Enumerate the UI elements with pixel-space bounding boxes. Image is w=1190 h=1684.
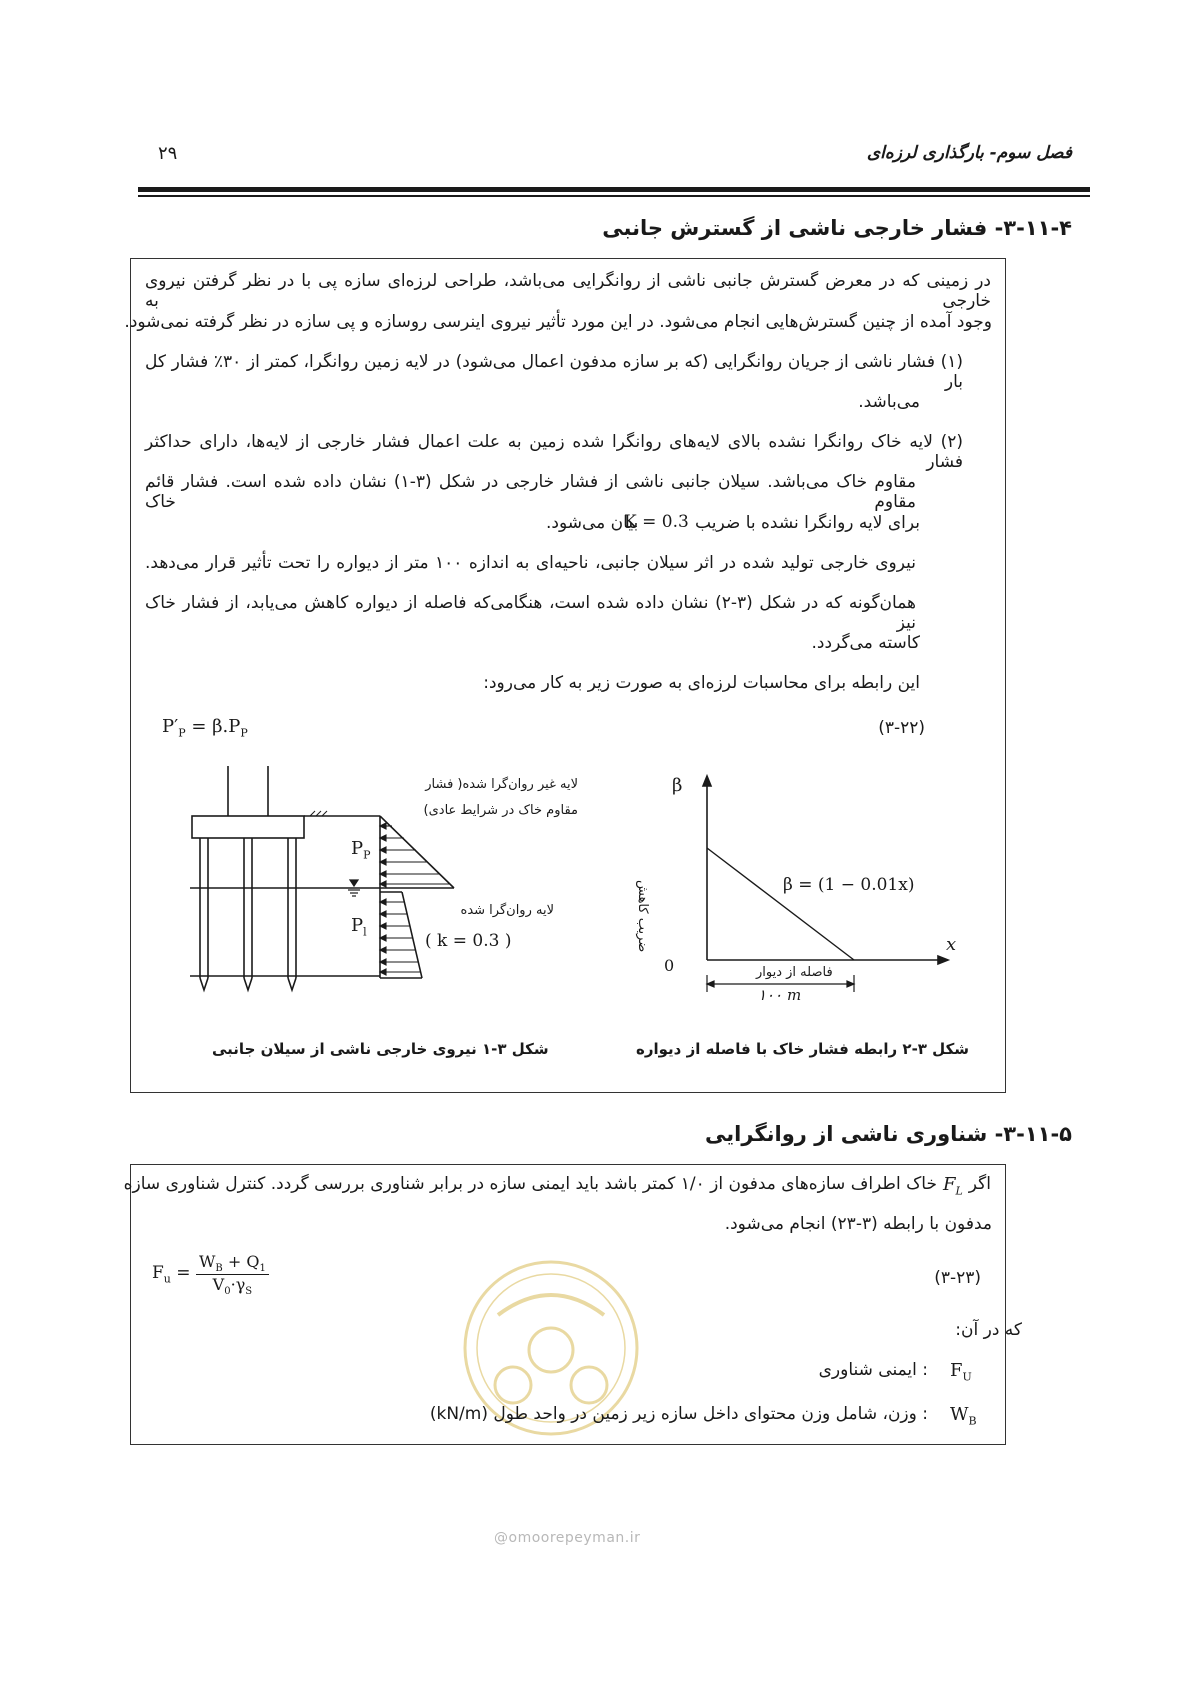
figure1-label-pp: $P_P$ <box>351 838 371 862</box>
section-heading-buoyancy: ۳-۱۱-۵- شناوری ناشی از روانگرایی <box>705 1122 1072 1146</box>
symbol-fu: $F_U$ <box>950 1360 972 1384</box>
paragraph-line: کاسته می‌گردد. <box>811 633 920 653</box>
chart-series-line <box>707 848 854 960</box>
header-rule-thin <box>138 195 1090 197</box>
chart-x-axis-label: x <box>946 934 957 955</box>
figure1-caption: شکل ۳-۱ نیروی خارجی ناشی از سیلان جانبی <box>212 1040 549 1058</box>
watermark-url: @omoorepeyman.ir <box>494 1530 641 1546</box>
x-axis-arrow <box>938 956 948 964</box>
paragraph-line: (۱) فشار ناشی از جریان روانگرایی (که بر سازه مدفون اعمال می‌شود) در لایه زمین روانگرا، کمتر از ۳۰٪ فشار کل بار <box>145 352 963 392</box>
where-label: که در آن: <box>955 1320 1022 1340</box>
chart-dimension-value: ۱۰۰ m <box>758 986 802 1004</box>
figure1-label-nonliquefied: لایه غیر روان‌گرا شده( فشار <box>425 777 578 792</box>
figure1-label-liquefied: لایه روان‌گرا شده <box>460 903 554 918</box>
paragraph-line: مقاوم خاک می‌باشد. سیلان جانبی ناشی از فشار خارجی در شکل (۳-۱) نشان داده شده است. فشار قائم مقاوم خاک <box>145 472 916 512</box>
paragraph-line: همان‌گونه که در شکل (۳-۲) نشان داده شده است، هنگامی‌که فاصله از دیواره کاهش می‌یابد، از فشار خاک نیز <box>145 593 916 633</box>
paragraph-line: برای لایه روانگرا نشده با ضریب <box>695 513 920 533</box>
k-coefficient: K = 0.3 <box>624 512 689 532</box>
chart-origin-label: 0 <box>664 956 675 975</box>
paragraph-line: (۲) لایه خاک روانگرا نشده بالای لایه‌های روانگرا شده زمین به علت اعمال فشار خارجی از لایه‌ها، دارای حداکثر فشار <box>145 432 963 472</box>
chart-dimension-label: فاصله از دیوار <box>756 965 833 980</box>
figure1-label-k: ( k = 0.3 ) <box>425 931 512 951</box>
paragraph-line: مدفون با رابطه (۳-۲۳) انجام می‌شود. <box>724 1214 992 1234</box>
running-header-title: فصل سوم- بارگذاری لرزه‌ای <box>866 143 1072 163</box>
figure1-label-normal-pressure: مقاوم خاک در شرایط عادی) <box>423 803 578 818</box>
equation-3-22: $P'_P = \beta.P_P$ <box>162 716 248 740</box>
paragraph-fragment: اگر <box>968 1174 991 1194</box>
equation-3-23: $F_u$ = $\frac{W_B + Q_1}{V_0\cdot\gamma_S}$ <box>152 1252 269 1297</box>
chart-y-axis-description: ضریب کاهش <box>635 880 650 953</box>
symbol-fl: $F_L$ <box>942 1174 963 1198</box>
definition-fu: : ایمنی شناوری <box>818 1360 928 1380</box>
symbol-wb: $W_B$ <box>950 1404 977 1428</box>
chart-line-equation: β = (1 − 0.01x) <box>783 875 915 895</box>
paragraph-line: این رابطه برای محاسبات لرزه‌ای به صورت زیر به کار می‌رود: <box>483 673 920 693</box>
paragraph-line: وجود آمده از چنین گسترش‌هایی انجام می‌شود. در این مورد تأثیر نیروی اینرسی روسازه و پی سازه در نظر گرفته نمی‌شود. <box>124 312 992 332</box>
header-rule-thick <box>138 187 1090 192</box>
paragraph-line: بیان می‌شود. <box>546 513 639 533</box>
paragraph-line <box>123 1174 991 1198</box>
paragraph-line: در زمینی که در معرض گسترش جانبی ناشی از روانگرایی می‌باشد، طراحی لرزه‌ای سازه پی با در نظر گرفتن نیروی خارجی به <box>145 271 991 311</box>
figure2-caption: شکل ۳-۲ رابطه فشار خاک با فاصله از دیواره <box>636 1040 970 1058</box>
section-heading-lateral-spread: ۳-۱۱-۴- فشار خارجی ناشی از گسترش جانبی <box>602 216 1072 240</box>
equation-number: (۳-۲۲) <box>878 718 925 738</box>
paragraph-fragment: خاک اطراف سازه‌های مدفون از ۱/۰ کمتر باشد باید ایمنی سازه در برابر شناوری بررسی گردد. کنترل شناوری سازه <box>123 1174 937 1194</box>
paragraph-line: نیروی خارجی تولید شده در اثر سیلان جانبی، ناحیه‌ای به اندازه ۱۰۰ متر از دیواره را تحت تأثیر قرار می‌دهد. <box>145 553 916 573</box>
definition-wb: : وزن، شامل وزن محتوای داخل سازه زیر زمین در واحد طول (kN/m) <box>429 1404 928 1424</box>
figure-lateral-spread-force <box>180 760 560 1005</box>
equation-number: (۳-۲۳) <box>934 1268 981 1288</box>
y-axis-arrow <box>703 776 711 786</box>
chart-y-axis-label: β <box>672 775 683 796</box>
figure1-label-pl: $P_l$ <box>351 915 367 939</box>
page-number: ۲۹ <box>158 143 178 164</box>
paragraph-line: می‌باشد. <box>858 392 920 412</box>
